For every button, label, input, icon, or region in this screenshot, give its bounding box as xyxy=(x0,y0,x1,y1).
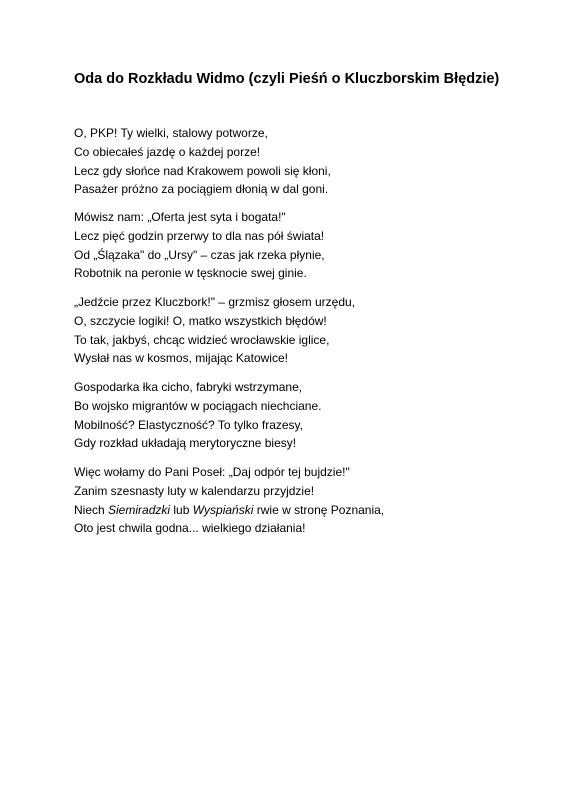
poem-line: O, PKP! Ty wielki, stalowy potworze, xyxy=(74,126,268,140)
stanza-1 xyxy=(74,124,514,199)
poem-line: Mówisz nam: „Oferta jest syta i bogata!" xyxy=(74,210,286,224)
poem-line: Mobilność? Elastyczność? To tylko frazesy, xyxy=(74,417,303,432)
poem-line: Lecz pięć godzin przerwy to dla nas pół świata! xyxy=(74,228,325,243)
poem-line: Co obiecałeś jazdę o każdej porze! xyxy=(74,144,261,159)
stanza-5 xyxy=(74,463,514,538)
poem-line: Gdy rozkład układają merytoryczne biesy! xyxy=(74,436,297,451)
poem-line: Od „Ślązaka" do „Ursy" – czas jak rzeka płynie, xyxy=(74,247,325,262)
italic-name-wyspianski: Wyspiański xyxy=(192,502,254,517)
stanza-2 xyxy=(74,208,514,283)
line-text: lub xyxy=(170,502,193,517)
stanza-3 xyxy=(74,293,514,368)
poem-title: Oda do Rozkładu Widmo (czyli Pieśń o Kluczborskim Błędzie) xyxy=(74,71,500,87)
poem-line: Robotnik na peronie w tęsknocie swej ginie. xyxy=(74,266,307,281)
line-text: rwie w stronę Poznania, xyxy=(253,502,385,517)
poem-line: Gospodarka łka cicho, fabryki wstrzymane, xyxy=(74,380,303,394)
poem-line: Wysłał nas w kosmos, mijając Katowice! xyxy=(74,351,288,366)
poem-line: Pasażer próżno za pociągiem dłonią w dal goni. xyxy=(74,182,329,197)
stanza-4 xyxy=(74,378,514,453)
poem-line: To tak, jakbyś, chcąc widzieć wrocławskie iglice, xyxy=(74,332,330,347)
poem-line: Więc wołamy do Pani Poseł: „Daj odpór tej bujdzie!" xyxy=(74,465,350,479)
poem-line: Bo wojsko migrantów w pociągach niechciane. xyxy=(74,398,322,413)
italic-name-siemiradzki: Siemiradzki xyxy=(108,502,171,517)
poem-line: „Jedźcie przez Kluczbork!" – grzmisz głosem urzędu, xyxy=(74,295,356,309)
poem-line: O, szczycie logiki! O, matko wszystkich błędów! xyxy=(74,313,327,328)
poem-line: Lecz gdy słońce nad Krakowem powoli się kłoni, xyxy=(74,163,331,178)
poem-line: Zanim szesnasty luty w kalendarzu przyjdzie! xyxy=(74,483,315,498)
poem-line xyxy=(74,501,514,520)
line-text: Niech xyxy=(74,502,109,517)
poem-line: Oto jest chwila godna... wielkiego działania! xyxy=(74,521,306,536)
